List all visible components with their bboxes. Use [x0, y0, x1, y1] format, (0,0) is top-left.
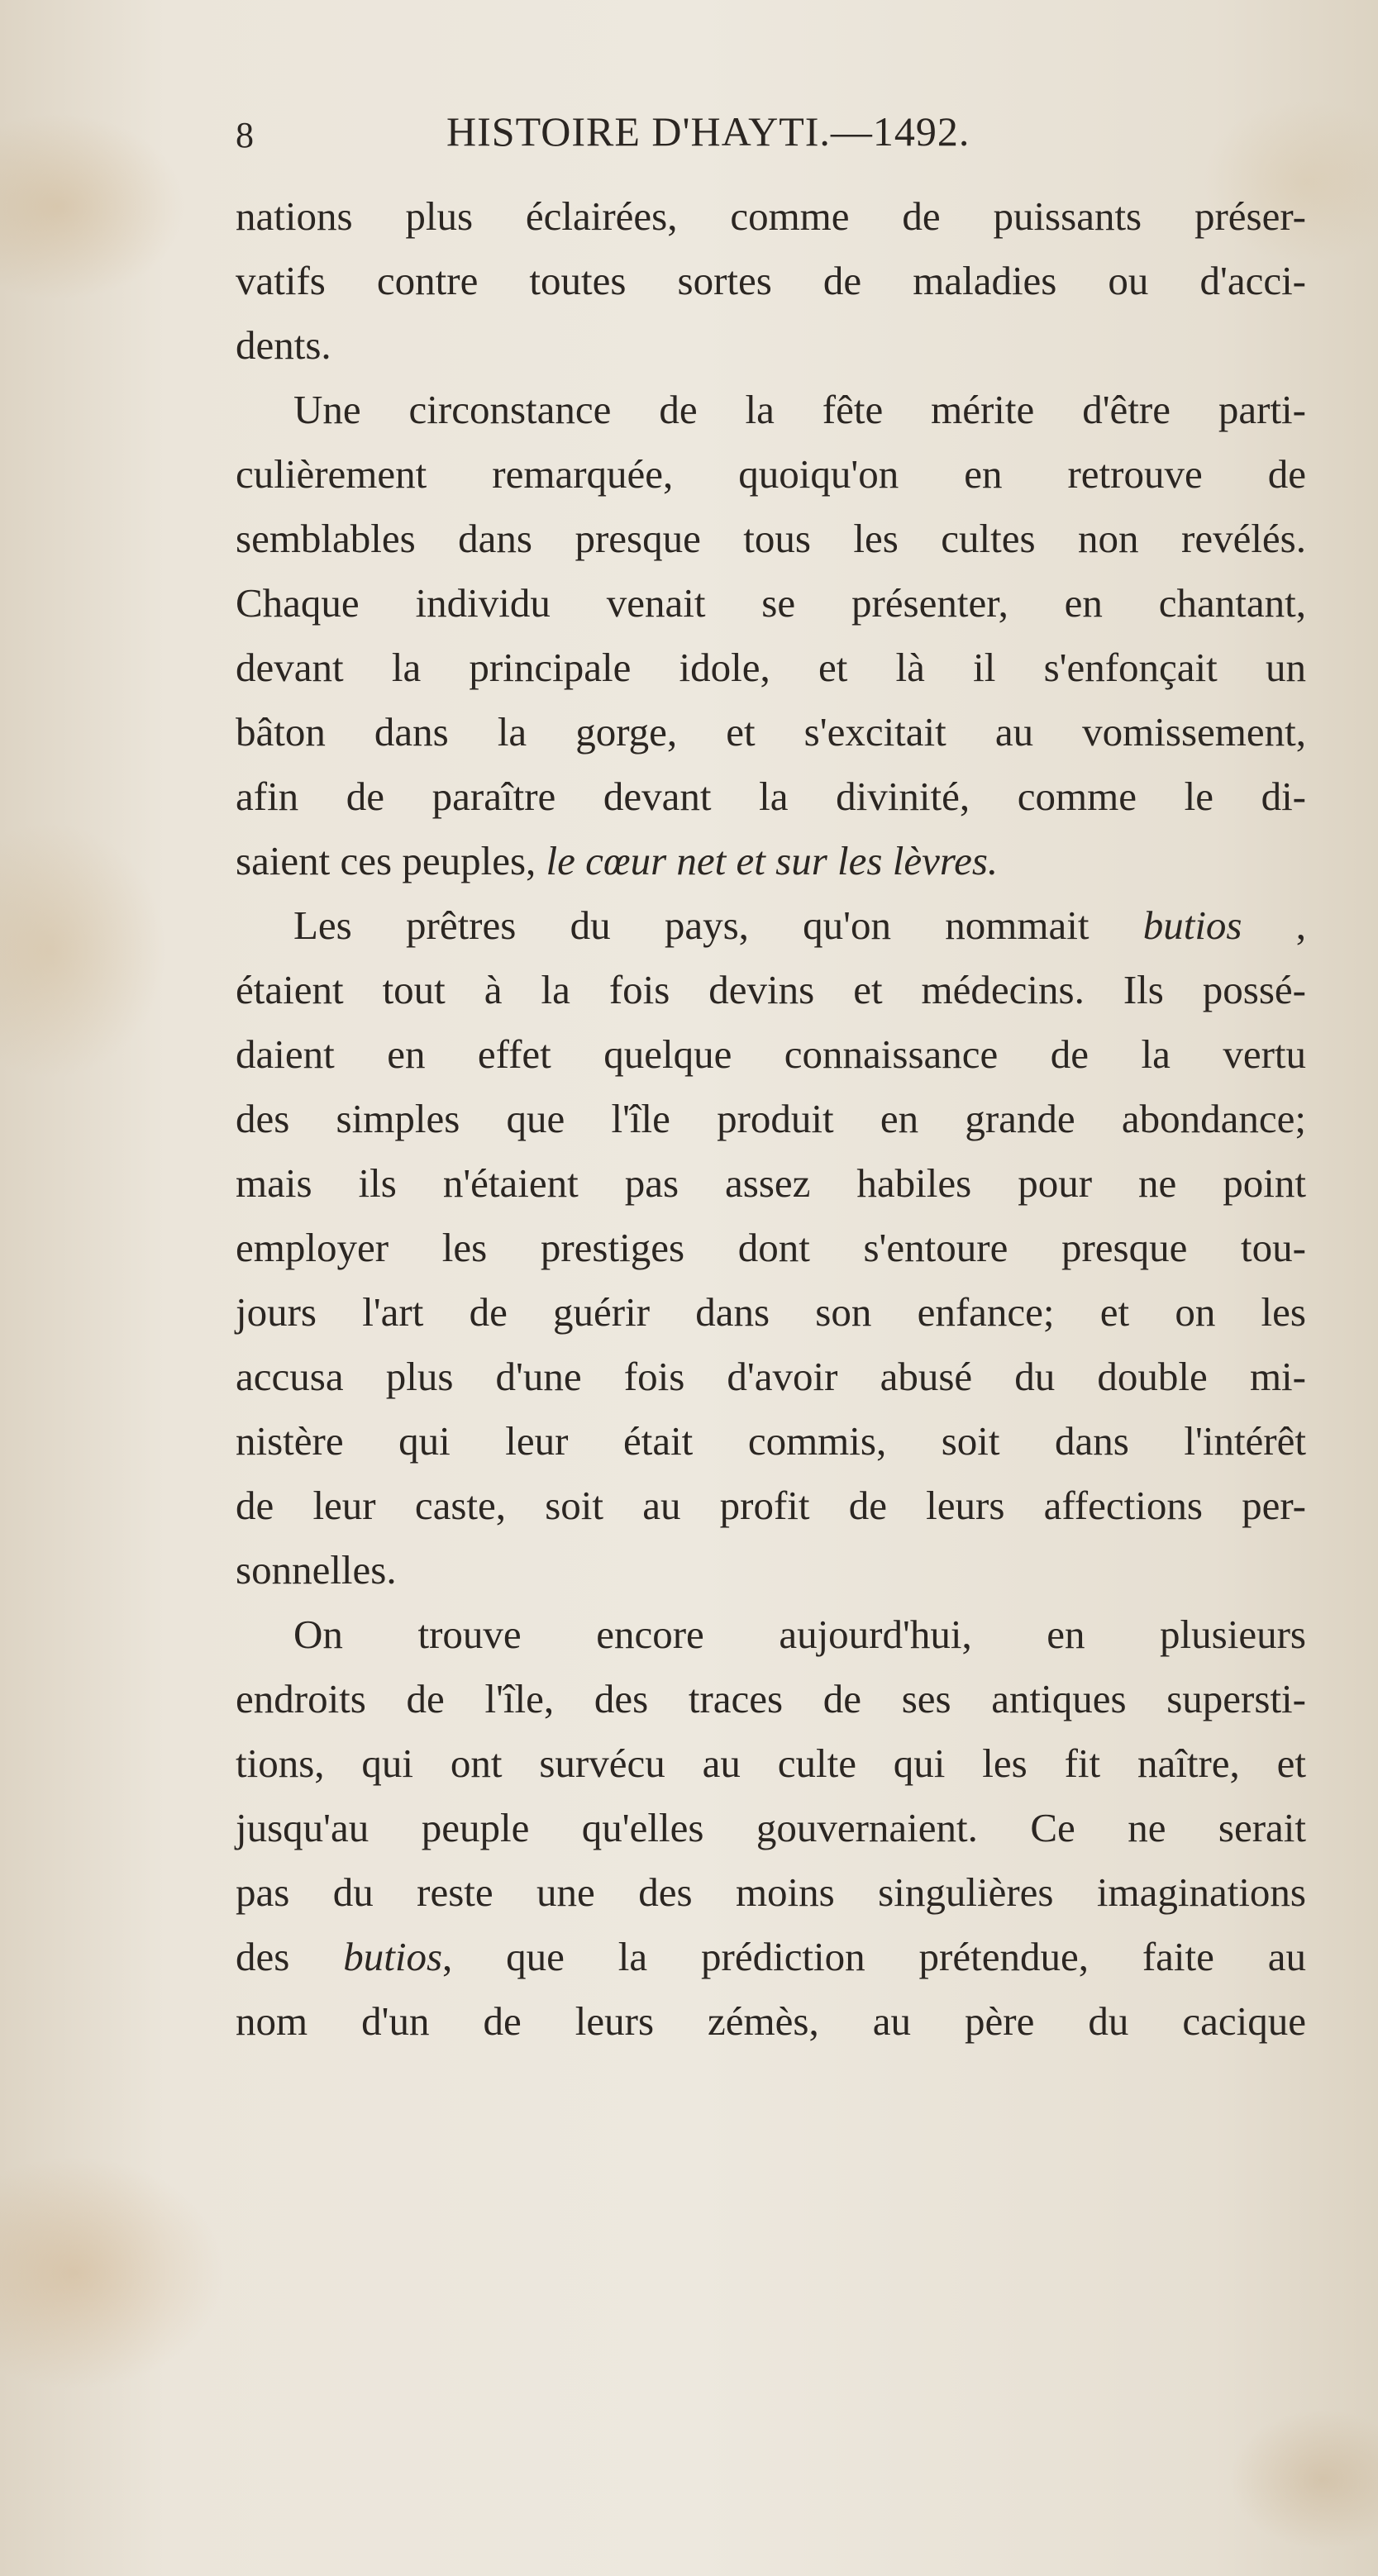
paragraph-start-line: On trouve encore aujourd'hui, en plusieurs	[293, 1612, 1306, 1657]
body-text	[236, 184, 1310, 2054]
text-line: dents.	[236, 322, 331, 368]
text-line: jusqu'au peuple qu'elles gouvernaient. Ce ne serait	[236, 1805, 1306, 1850]
paragraph-start-line	[236, 893, 1306, 958]
page-header	[236, 107, 1128, 174]
text-line: culièrement remarquée, quoiqu'on en retrouve de	[236, 451, 1306, 497]
text-line: jours l'art de guérir dans son enfance; et on les	[236, 1289, 1306, 1335]
text-line: endroits de l'île, des traces de ses antiques supersti-	[236, 1676, 1306, 1721]
text-line: des simples que l'île produit en grande abondance;	[236, 1096, 1306, 1141]
text-line: daient en effet quelque connaissance de la vertu	[236, 1031, 1306, 1077]
text-line: nations plus éclairées, comme de puissants préser-	[236, 193, 1306, 239]
text-line: sonnelles.	[236, 1547, 397, 1593]
text-line: mais ils n'étaient pas assez habiles pour ne point	[236, 1160, 1306, 1206]
text-run: Les prêtres du pays, qu'on nommait	[293, 902, 1090, 948]
italic-phrase: le cœur net et sur les lèvres.	[546, 838, 999, 883]
text-line: nistère qui leur était commis, soit dans l'intérêt	[236, 1418, 1306, 1464]
text-line	[236, 829, 1310, 893]
text-line: accusa plus d'une fois d'avoir abusé du double mi-	[236, 1354, 1306, 1399]
text-run: des	[236, 1934, 290, 1979]
text-line: devant la principale idole, et là il s'enfonçait un	[236, 645, 1306, 690]
text-line: tions, qui ont survécu au culte qui les fit naître, et	[236, 1740, 1306, 1786]
text-line: semblables dans presque tous les cultes non revélés.	[236, 516, 1306, 561]
text-line: de leur caste, soit au profit de leurs affections per-	[236, 1483, 1306, 1528]
text-run: ,	[1295, 902, 1307, 948]
text-line	[236, 1925, 1306, 1989]
text-line: afin de paraître devant la divinité, comme le di-	[236, 774, 1306, 819]
text-line: bâton dans la gorge, et s'excitait au vomissement,	[236, 709, 1306, 755]
page-number: 8	[236, 115, 255, 155]
text-line: employer les prestiges dont s'entoure presque tou-	[236, 1225, 1306, 1270]
text-line: vatifs contre toutes sortes de maladies ou d'acci-	[236, 258, 1306, 303]
text-run: saient ces peuples,	[236, 838, 536, 883]
text-line: étaient tout à la fois devins et médecins. Ils possé-	[236, 967, 1306, 1012]
italic-term: butios	[343, 1934, 443, 1979]
italic-term: butios	[1142, 902, 1242, 948]
text-line: Chaque individu venait se présenter, en chantant,	[236, 580, 1306, 626]
paragraph-start-line: Une circonstance de la fête mérite d'être parti-	[293, 387, 1306, 432]
text-line: nom d'un de leurs zémès, au père du cacique	[236, 1998, 1306, 2044]
text-run: , que la prédiction prétendue, faite au	[442, 1934, 1307, 1979]
text-line: pas du reste une des moins singulières imaginations	[236, 1869, 1306, 1915]
running-title: HISTOIRE D'HAYTI.—1492.	[446, 108, 970, 155]
